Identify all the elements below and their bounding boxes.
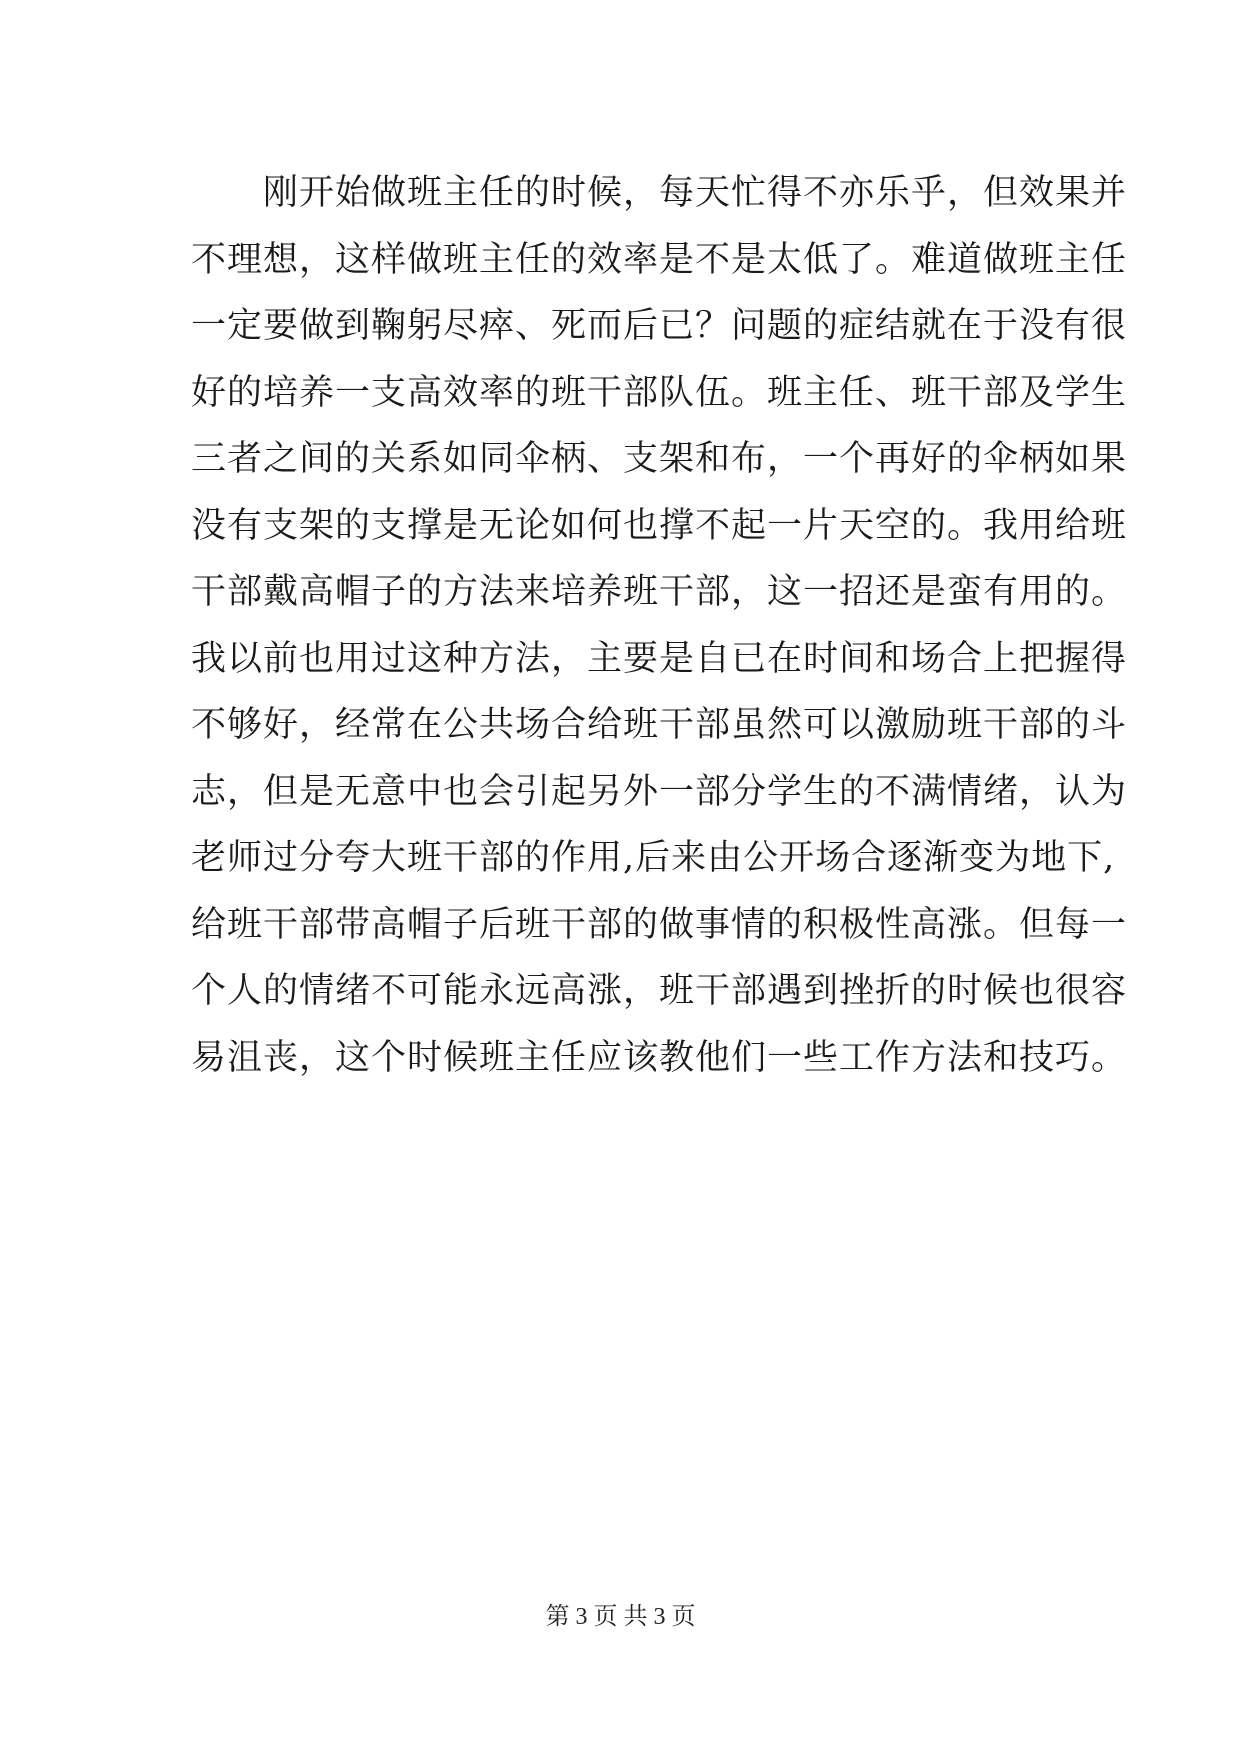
paragraph-line-9: 不够好，经常在公共场合给班干部虽然可以激励班干部的斗 [191, 705, 1128, 745]
paragraph-line-1: 刚开始做班主任的时候，每天忙得不亦乐乎，但效果并 [191, 173, 1128, 213]
paragraph-line-3: 一定要做到鞠躬尽瘁、死而后已？问题的症结就在于没有很 [191, 306, 1128, 346]
paragraph-line-14: 易沮丧，这个时候班主任应该教他们一些工作方法和技巧。 [191, 1037, 1128, 1078]
paragraph-line-11: 老师过分夸大班干部的作用,后来由公开场合逐渐变为地下, [191, 838, 1116, 878]
paragraph-line-8: 我以前也用过这种方法，主要是自已在时间和场合上把握得 [191, 638, 1128, 679]
paragraph-line-4: 好的培养一支高效率的班干部队伍。班主任、班干部及学生 [191, 372, 1128, 413]
paragraph-line-7: 干部戴高帽子的方法来培养班干部，这一招还是蛮有用的。 [191, 572, 1128, 612]
paragraph-line-6: 没有支架的支撑是无论如何也撑不起一片天空的。我用给班 [191, 505, 1128, 546]
paragraph-line-10: 志，但是无意中也会引起另外一部分学生的不满情绪，认为 [191, 771, 1128, 812]
paragraph-line-13: 个人的情绪不可能永远高涨，班干部遇到挫折的时候也很容 [191, 971, 1128, 1011]
paragraph-line-12: 给班干部带高帽子后班干部的做事情的积极性高涨。但每一 [191, 904, 1128, 945]
paragraph-line-5: 三者之间的关系如同伞柄、支架和布，一个再好的伞柄如果 [191, 439, 1128, 479]
page-number-footer: 第 3 页 共 3 页 [545, 1604, 696, 1630]
body-paragraph [191, 160, 1128, 1091]
paragraph-line-2: 不理想，这样做班主任的效率是不是太低了。难道做班主任 [191, 239, 1128, 280]
